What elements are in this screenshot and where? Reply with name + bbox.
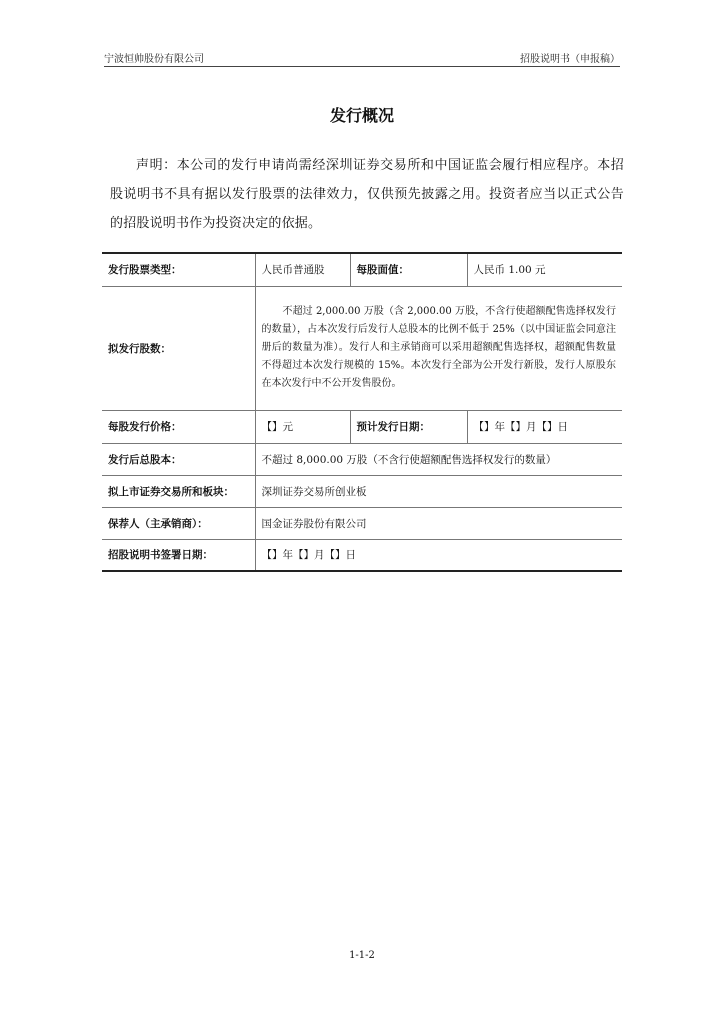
offering-info-table <box>102 252 622 572</box>
table-row <box>102 507 622 539</box>
table-row <box>102 443 622 475</box>
date-label: 预计发行日期： <box>350 410 467 443</box>
stock-type-label: 发行股票类型： <box>102 253 255 286</box>
table-row <box>102 286 622 410</box>
date-value: 【】年【】月【】日 <box>467 410 622 443</box>
sponsor-value: 国金证券股份有限公司 <box>255 507 622 539</box>
sponsor-label: 保荐人（主承销商）： <box>102 507 255 539</box>
page-number: 1-1-2 <box>349 950 375 961</box>
shares-label: 拟发行股数： <box>102 286 255 410</box>
table-row <box>102 475 622 507</box>
header-doc-type: 招股说明书（申报稿） <box>520 54 620 65</box>
header-company: 宁波恒帅股份有限公司 <box>104 54 204 65</box>
par-value-label: 每股面值： <box>350 253 467 286</box>
stock-type-value: 人民币普通股 <box>255 253 350 286</box>
shares-value: 不超过 2,000.00 万股（含 2,000.00 万股，不含行使超额配售选择权发行的数量），占本次发行后发行人总股本的比例不低于 25%（以中国证监会同意注册后的数量为准）。发行人和主承销商可以采用超额配售选择权，超额配售数量不得超过本次发行规模的 15%。本次发行全部为公开发行新股，发行人原股东在本次发行中不公开发售股份。 <box>261 306 616 389</box>
table-row <box>102 410 622 443</box>
shares-value-cell <box>255 286 622 410</box>
sign-date-label: 招股说明书签署日期： <box>102 539 255 571</box>
table-row <box>102 253 622 286</box>
header-divider <box>104 66 620 67</box>
total-shares-label: 发行后总股本： <box>102 443 255 475</box>
exchange-label: 拟上市证券交易所和板块： <box>102 475 255 507</box>
page-title: 发行概况 <box>329 106 394 125</box>
par-value-value: 人民币 1.00 元 <box>467 253 622 286</box>
total-shares-value: 不超过 8,000.00 万股（不含行使超额配售选择权发行的数量） <box>255 443 622 475</box>
exchange-value: 深圳证券交易所创业板 <box>255 475 622 507</box>
statement-paragraph: 声明：本公司的发行申请尚需经深圳证券交易所和中国证监会履行相应程序。本招股说明书不具有据以发行股票的法律效力，仅供预先披露之用。投资者应当以正式公告的招股说明书作为投资决定的依据。 <box>110 158 624 231</box>
page-header <box>104 50 620 66</box>
price-value: 【】元 <box>255 410 350 443</box>
table-row <box>102 539 622 571</box>
sign-date-value: 【】年【】月【】日 <box>255 539 622 571</box>
price-label: 每股发行价格： <box>102 410 255 443</box>
